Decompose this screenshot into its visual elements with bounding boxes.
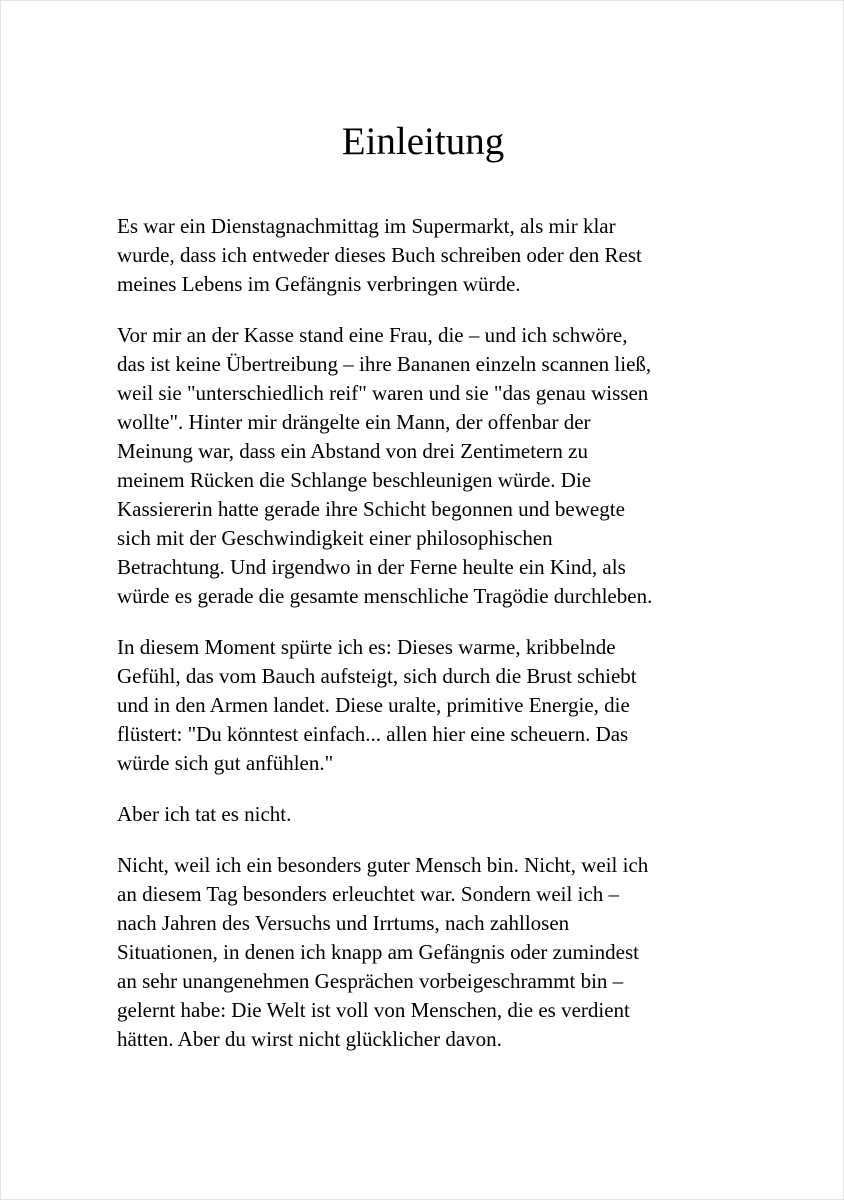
text-line: an diesem Tag besonders erleuchtet war. Sondern weil ich – xyxy=(117,882,619,906)
text-line: würde sich gut anfühlen." xyxy=(117,751,334,775)
text-line: weil sie "unterschiedlich reif" waren und sie "das genau wissen xyxy=(117,381,649,405)
paragraph xyxy=(117,851,753,1054)
text-line: Vor mir an der Kasse stand eine Frau, die – und ich schwöre, xyxy=(117,323,628,347)
text-line: meines Lebens im Gefängnis verbringen würde. xyxy=(117,272,521,296)
paragraph xyxy=(117,321,753,611)
text-line: an sehr unangenehmen Gesprächen vorbeigeschrammt bin – xyxy=(117,969,624,993)
paragraph xyxy=(117,800,753,829)
text-line: wollte". Hinter mir drängelte ein Mann, der offenbar der xyxy=(117,410,591,434)
text-line: flüstert: "Du könntest einfach... allen hier eine scheuern. Das xyxy=(117,722,629,746)
paragraph xyxy=(117,633,753,778)
text-line: sich mit der Geschwindigkeit einer philosophischen xyxy=(117,526,553,550)
text-line: Gefühl, das vom Bauch aufsteigt, sich durch die Brust schiebt xyxy=(117,664,637,688)
text-line: Situationen, in denen ich knapp am Gefängnis oder zumindest xyxy=(117,940,639,964)
text-line: Es war ein Dienstagnachmittag im Supermarkt, als mir klar xyxy=(117,214,616,238)
text-line: Aber ich tat es nicht. xyxy=(117,802,292,826)
text-line: wurde, dass ich entweder dieses Buch schreiben oder den Rest xyxy=(117,243,642,267)
chapter-body xyxy=(117,212,753,1076)
text-line: Meinung war, dass ein Abstand von drei Zentimetern zu xyxy=(117,439,588,463)
text-line: würde es gerade die gesamte menschliche Tragödie durchleben. xyxy=(117,584,653,608)
text-line: Nicht, weil ich ein besonders guter Mensch bin. Nicht, weil ich xyxy=(117,853,649,877)
text-line: das ist keine Übertreibung – ihre Bananen einzeln scannen ließ, xyxy=(117,352,652,376)
text-line: meinem Rücken die Schlange beschleunigen würde. Die xyxy=(117,468,592,492)
text-line: hätten. Aber du wirst nicht glücklicher davon. xyxy=(117,1027,502,1051)
chapter-title: Einleitung xyxy=(341,120,505,163)
text-line: Kassiererin hatte gerade ihre Schicht begonnen und bewegte xyxy=(117,497,625,521)
text-line: und in den Armen landet. Diese uralte, primitive Energie, die xyxy=(117,693,630,717)
paragraph xyxy=(117,212,753,299)
text-line: gelernt habe: Die Welt ist voll von Menschen, die es verdient xyxy=(117,998,630,1022)
text-line: nach Jahren des Versuchs und Irrtums, nach zahllosen xyxy=(117,911,570,935)
text-line: Betrachtung. Und irgendwo in der Ferne heulte ein Kind, als xyxy=(117,555,626,579)
text-line: In diesem Moment spürte ich es: Dieses warme, kribbelnde xyxy=(117,635,616,659)
